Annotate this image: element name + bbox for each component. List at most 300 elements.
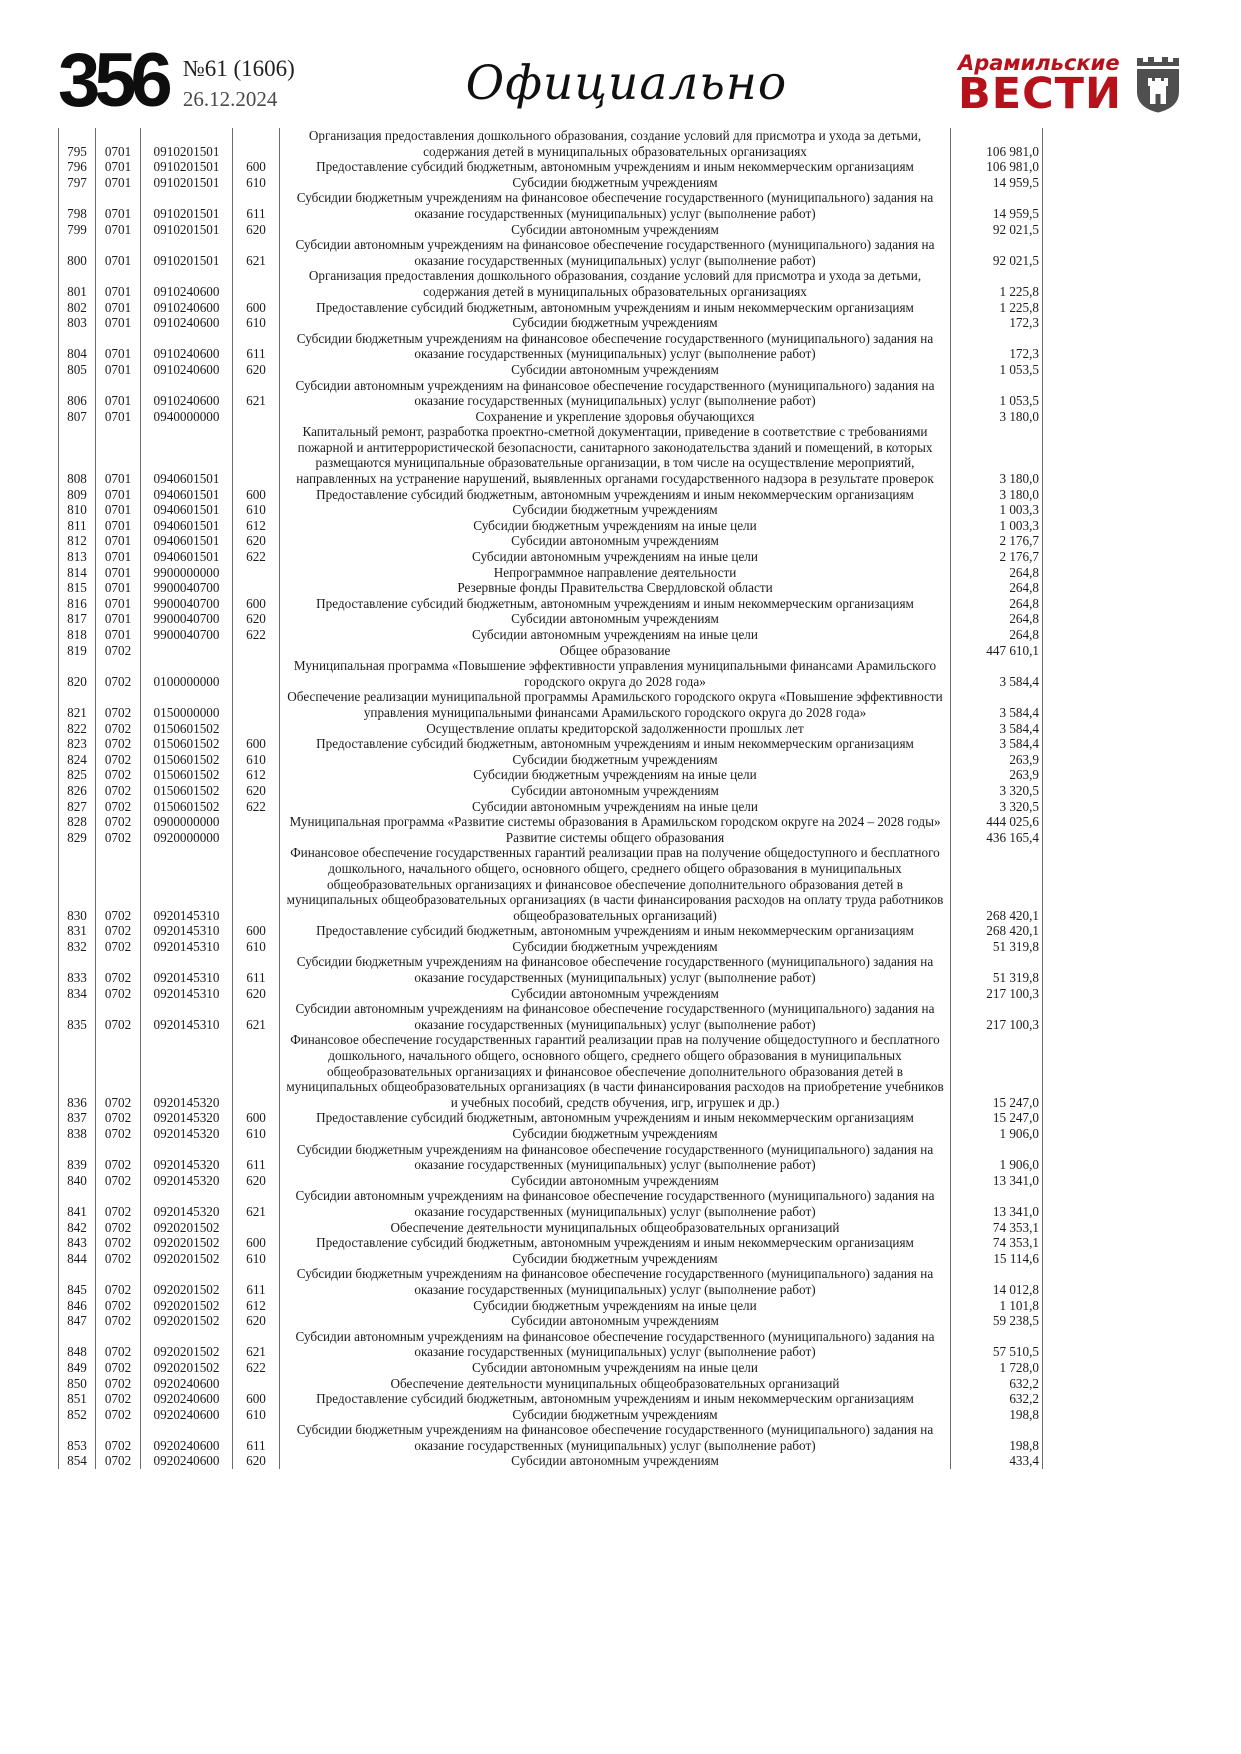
table-row (59, 1126, 1043, 1142)
cell-sum: 1 053,5 (951, 378, 1043, 409)
table-row (59, 799, 1043, 815)
cell-rz: 0702 (96, 1142, 141, 1173)
cell-name: Субсидии бюджетным учреждениям на иные цели (280, 1298, 951, 1314)
cell-rz: 0701 (96, 331, 141, 362)
cell-num: 840 (59, 1173, 96, 1189)
cell-csr: 0910240600 (141, 268, 233, 299)
cell-sum: 264,8 (951, 596, 1043, 612)
cell-rz: 0701 (96, 190, 141, 221)
cell-rz: 0702 (96, 830, 141, 846)
cell-rz: 0702 (96, 1188, 141, 1219)
cell-sum: 264,8 (951, 565, 1043, 581)
cell-name: Субсидии автономным учреждениям (280, 1173, 951, 1189)
cell-rz: 0701 (96, 222, 141, 238)
cell-name: Предоставление субсидий бюджетным, автономным учреждениям и иным некоммерческим организациям (280, 736, 951, 752)
cell-rz: 0702 (96, 986, 141, 1002)
cell-name: Субсидии бюджетным учреждениям (280, 175, 951, 191)
cell-vr (233, 658, 280, 689)
cell-rz: 0702 (96, 799, 141, 815)
cell-rz: 0701 (96, 315, 141, 331)
table-row (59, 533, 1043, 549)
cell-rz: 0702 (96, 1266, 141, 1297)
cell-name: Организация предоставления дошкольного образования, создание условий для присмотра и ухода за детьми, содержания детей в муниципальных образовательных организациях (280, 268, 951, 299)
cell-csr (141, 643, 233, 659)
cell-rz: 0702 (96, 1173, 141, 1189)
cell-vr: 610 (233, 1126, 280, 1142)
cell-num: 823 (59, 736, 96, 752)
cell-vr: 621 (233, 1001, 280, 1032)
cell-vr (233, 814, 280, 830)
cell-name: Субсидии бюджетным учреждениям (280, 1126, 951, 1142)
cell-rz: 0702 (96, 752, 141, 768)
cell-name: Муниципальная программа «Развитие системы образования в Арамильском городском округе на 2024 – 2028 годы» (280, 814, 951, 830)
cell-num: 814 (59, 565, 96, 581)
cell-name: Обеспечение деятельности муниципальных общеобразовательных организаций (280, 1376, 951, 1392)
table-row (59, 1220, 1043, 1236)
table-row (59, 1188, 1043, 1219)
cell-vr (233, 268, 280, 299)
cell-csr: 0920000000 (141, 830, 233, 846)
cell-sum: 1 003,3 (951, 502, 1043, 518)
cell-vr: 600 (233, 300, 280, 316)
cell-sum: 1 728,0 (951, 1360, 1043, 1376)
table-row (59, 611, 1043, 627)
cell-num: 827 (59, 799, 96, 815)
cell-num: 850 (59, 1376, 96, 1392)
cell-sum: 264,8 (951, 627, 1043, 643)
cell-num: 846 (59, 1298, 96, 1314)
cell-csr: 0940601501 (141, 549, 233, 565)
cell-vr: 600 (233, 1110, 280, 1126)
cell-name: Субсидии бюджетным учреждениям на финансовое обеспечение государственного (муниципального) задания на оказание государственных (муниципальных) услуг (выполнение работ) (280, 1142, 951, 1173)
cell-name: Субсидии бюджетным учреждениям на финансовое обеспечение государственного (муниципального) задания на оказание государственных (муниципальных) услуг (выполнение работ) (280, 1422, 951, 1453)
cell-rz: 0702 (96, 658, 141, 689)
table-row (59, 1407, 1043, 1423)
cell-sum: 59 238,5 (951, 1313, 1043, 1329)
budget-table (58, 128, 1043, 1469)
cell-sum: 3 180,0 (951, 424, 1043, 486)
table-row (59, 409, 1043, 425)
section-title: Официально (465, 56, 788, 111)
cell-num: 848 (59, 1329, 96, 1360)
cell-num: 819 (59, 643, 96, 659)
cell-sum: 3 320,5 (951, 799, 1043, 815)
cell-rz: 0701 (96, 237, 141, 268)
cell-sum: 632,2 (951, 1391, 1043, 1407)
table-row (59, 378, 1043, 409)
table-row (59, 1298, 1043, 1314)
table-row (59, 315, 1043, 331)
cell-vr: 600 (233, 596, 280, 612)
table-row (59, 923, 1043, 939)
cell-vr: 622 (233, 627, 280, 643)
table-row (59, 1376, 1043, 1392)
cell-rz: 0702 (96, 1110, 141, 1126)
cell-rz: 0701 (96, 580, 141, 596)
cell-name: Предоставление субсидий бюджетным, автономным учреждениям и иным некоммерческим организациям (280, 596, 951, 612)
cell-vr: 612 (233, 767, 280, 783)
cell-vr: 611 (233, 331, 280, 362)
cell-name: Субсидии бюджетным учреждениям на финансовое обеспечение государственного (муниципального) задания на оказание государственных (муниципальных) услуг (выполнение работ) (280, 954, 951, 985)
cell-csr: 0910201501 (141, 237, 233, 268)
cell-csr: 0920201502 (141, 1313, 233, 1329)
table-row (59, 128, 1043, 159)
table-row (59, 580, 1043, 596)
cell-vr (233, 424, 280, 486)
masthead (0, 0, 1241, 128)
cell-num: 843 (59, 1235, 96, 1251)
cell-rz: 0701 (96, 424, 141, 486)
cell-name: Предоставление субсидий бюджетным, автономным учреждениям и иным некоммерческим организациям (280, 1110, 951, 1126)
cell-vr: 621 (233, 1188, 280, 1219)
table-row (59, 658, 1043, 689)
cell-csr: 9900040700 (141, 596, 233, 612)
issue-date: 26.12.2024 (182, 87, 278, 111)
cell-name: Субсидии бюджетным учреждениям (280, 1251, 951, 1267)
cell-vr: 611 (233, 1266, 280, 1297)
cell-name: Субсидии автономным учреждениям (280, 783, 951, 799)
cell-sum: 92 021,5 (951, 237, 1043, 268)
table-row (59, 783, 1043, 799)
cell-vr (233, 1220, 280, 1236)
cell-csr: 0920201502 (141, 1298, 233, 1314)
cell-num: 810 (59, 502, 96, 518)
cell-num: 829 (59, 830, 96, 846)
cell-num: 809 (59, 487, 96, 503)
cell-num: 804 (59, 331, 96, 362)
cell-num: 805 (59, 362, 96, 378)
cell-csr: 0940601501 (141, 502, 233, 518)
cell-rz: 0701 (96, 300, 141, 316)
cell-rz: 0702 (96, 1313, 141, 1329)
cell-sum: 444 025,6 (951, 814, 1043, 830)
cell-name: Предоставление субсидий бюджетным, автономным учреждениям и иным некоммерческим организациям (280, 487, 951, 503)
cell-sum: 3 584,4 (951, 736, 1043, 752)
cell-sum: 264,8 (951, 580, 1043, 596)
cell-rz: 0702 (96, 954, 141, 985)
cell-sum: 3 584,4 (951, 689, 1043, 720)
table-row (59, 845, 1043, 923)
cell-sum: 198,8 (951, 1422, 1043, 1453)
cell-num: 798 (59, 190, 96, 221)
cell-sum: 1 906,0 (951, 1142, 1043, 1173)
cell-sum: 15 247,0 (951, 1110, 1043, 1126)
cell-name: Развитие системы общего образования (280, 830, 951, 846)
cell-name: Финансовое обеспечение государственных гарантий реализации прав на получение общедоступного и бесплатного дошкольного, начального общего, основного общего, среднего общего образования в муниципальных общеобразовательных организациях и финансовое обеспечение дополнительного образования детей в муниципальных общеобразовательных организациях (в части финансирования расходов на приобретение учебников и учебных пособий, средств обучения, игр, игрушек и др.) (280, 1032, 951, 1110)
cell-name: Субсидии автономным учреждениям на финансовое обеспечение государственного (муниципального) задания на оказание государственных (муниципальных) услуг (выполнение работ) (280, 1329, 951, 1360)
cell-vr (233, 845, 280, 923)
cell-sum: 1 101,8 (951, 1298, 1043, 1314)
cell-num: 854 (59, 1453, 96, 1469)
cell-rz: 0702 (96, 1251, 141, 1267)
cell-name: Субсидии автономным учреждениям на финансовое обеспечение государственного (муниципального) задания на оказание государственных (муниципальных) услуг (выполнение работ) (280, 378, 951, 409)
table-row (59, 1142, 1043, 1173)
cell-rz: 0702 (96, 1422, 141, 1453)
cell-rz: 0701 (96, 378, 141, 409)
cell-rz: 0702 (96, 923, 141, 939)
cell-csr: 0920145320 (141, 1032, 233, 1110)
cell-sum: 92 021,5 (951, 222, 1043, 238)
cell-sum: 2 176,7 (951, 549, 1043, 565)
cell-sum: 2 176,7 (951, 533, 1043, 549)
cell-sum: 14 959,5 (951, 190, 1043, 221)
table-row (59, 502, 1043, 518)
cell-rz: 0702 (96, 814, 141, 830)
cell-sum: 217 100,3 (951, 1001, 1043, 1032)
cell-vr: 620 (233, 1453, 280, 1469)
cell-vr: 620 (233, 362, 280, 378)
cell-vr: 612 (233, 518, 280, 534)
cell-sum: 15 114,6 (951, 1251, 1043, 1267)
cell-num: 797 (59, 175, 96, 191)
table-row (59, 721, 1043, 737)
cell-rz: 0702 (96, 1360, 141, 1376)
cell-vr: 600 (233, 1235, 280, 1251)
cell-num: 825 (59, 767, 96, 783)
cell-csr: 0940000000 (141, 409, 233, 425)
cell-name: Субсидии бюджетным учреждениям на финансовое обеспечение государственного (муниципального) задания на оказание государственных (муниципальных) услуг (выполнение работ) (280, 190, 951, 221)
cell-num: 853 (59, 1422, 96, 1453)
table-row (59, 190, 1043, 221)
cell-rz: 0701 (96, 502, 141, 518)
cell-rz: 0702 (96, 939, 141, 955)
cell-sum: 3 180,0 (951, 487, 1043, 503)
cell-sum: 632,2 (951, 1376, 1043, 1392)
cell-vr: 621 (233, 378, 280, 409)
cell-num: 837 (59, 1110, 96, 1126)
table-row (59, 1001, 1043, 1032)
cell-vr (233, 1376, 280, 1392)
cell-csr: 0910201501 (141, 190, 233, 221)
table-row (59, 1453, 1043, 1469)
brand-text (957, 51, 1122, 119)
cell-csr: 0920145320 (141, 1142, 233, 1173)
cell-sum: 264,8 (951, 611, 1043, 627)
cell-sum: 1 053,5 (951, 362, 1043, 378)
cell-name: Финансовое обеспечение государственных гарантий реализации прав на получение общедоступного и бесплатного дошкольного, начального общего, основного общего, среднего общего образования в муниципальных общеобразовательных организациях и финансовое обеспечение дополнительного образования детей в муниципальных общеобразовательных организациях (в части финансирования расходов на оплату труда работников общеобразовательных организаций) (280, 845, 951, 923)
cell-sum: 172,3 (951, 331, 1043, 362)
budget-table-body (59, 128, 1043, 1469)
cell-csr: 0920201502 (141, 1220, 233, 1236)
cell-rz: 0701 (96, 268, 141, 299)
cell-num: 802 (59, 300, 96, 316)
table-row (59, 627, 1043, 643)
table-row (59, 596, 1043, 612)
cell-csr: 0150601502 (141, 736, 233, 752)
table-row (59, 1422, 1043, 1453)
table-row (59, 487, 1043, 503)
cell-vr (233, 409, 280, 425)
table-row (59, 362, 1043, 378)
table-row (59, 1032, 1043, 1110)
cell-rz: 0702 (96, 1032, 141, 1110)
cell-csr: 0150601502 (141, 783, 233, 799)
table-row (59, 549, 1043, 565)
cell-csr: 0100000000 (141, 658, 233, 689)
cell-num: 796 (59, 159, 96, 175)
cell-rz: 0702 (96, 767, 141, 783)
cell-csr: 9900040700 (141, 580, 233, 596)
cell-sum: 51 319,8 (951, 939, 1043, 955)
cell-name: Субсидии автономным учреждениям (280, 1313, 951, 1329)
cell-csr: 0910201501 (141, 222, 233, 238)
cell-num: 838 (59, 1126, 96, 1142)
table-row (59, 1173, 1043, 1189)
cell-csr: 0920145310 (141, 923, 233, 939)
cell-num: 833 (59, 954, 96, 985)
cell-name: Общее образование (280, 643, 951, 659)
cell-sum: 3 584,4 (951, 721, 1043, 737)
cell-num: 813 (59, 549, 96, 565)
cell-sum: 74 353,1 (951, 1220, 1043, 1236)
cell-rz: 0702 (96, 721, 141, 737)
cell-sum: 172,3 (951, 315, 1043, 331)
cell-csr: 0150601502 (141, 799, 233, 815)
cell-name: Предоставление субсидий бюджетным, автономным учреждениям и иным некоммерческим организациям (280, 159, 951, 175)
table-row (59, 1313, 1043, 1329)
cell-name: Субсидии бюджетным учреждениям (280, 1407, 951, 1423)
cell-csr: 0920201502 (141, 1235, 233, 1251)
cell-num: 841 (59, 1188, 96, 1219)
cell-num: 851 (59, 1391, 96, 1407)
cell-vr: 620 (233, 1173, 280, 1189)
cell-sum: 198,8 (951, 1407, 1043, 1423)
cell-name: Муниципальная программа «Повышение эффективности управления муниципальными финансами Арамильского городского округа до 2028 года» (280, 658, 951, 689)
table-row (59, 565, 1043, 581)
cell-vr: 611 (233, 190, 280, 221)
cell-rz: 0702 (96, 689, 141, 720)
table-row (59, 1329, 1043, 1360)
cell-csr: 0910201501 (141, 175, 233, 191)
cell-csr: 0920145320 (141, 1126, 233, 1142)
cell-rz: 0701 (96, 487, 141, 503)
issue-block (183, 50, 295, 112)
cell-num: 826 (59, 783, 96, 799)
cell-num: 822 (59, 721, 96, 737)
cell-name: Субсидии бюджетным учреждениям (280, 315, 951, 331)
table-row (59, 237, 1043, 268)
cell-vr: 610 (233, 939, 280, 955)
cell-sum: 447 610,1 (951, 643, 1043, 659)
cell-rz: 0702 (96, 1407, 141, 1423)
cell-name: Субсидии бюджетным учреждениям (280, 939, 951, 955)
table-row (59, 159, 1043, 175)
brand-name-bottom: ВЕСТИ (957, 69, 1122, 119)
cell-num: 836 (59, 1032, 96, 1110)
cell-rz: 0702 (96, 1001, 141, 1032)
cell-name: Субсидии автономным учреждениям (280, 986, 951, 1002)
cell-name: Субсидии автономным учреждениям на финансовое обеспечение государственного (муниципального) задания на оказание государственных (муниципальных) услуг (выполнение работ) (280, 1188, 951, 1219)
cell-csr: 0910240600 (141, 362, 233, 378)
table-row (59, 1360, 1043, 1376)
cell-num: 811 (59, 518, 96, 534)
cell-name: Непрограммное направление деятельности (280, 565, 951, 581)
cell-name: Субсидии бюджетным учреждениям (280, 752, 951, 768)
cell-rz: 0702 (96, 1220, 141, 1236)
cell-vr: 610 (233, 1251, 280, 1267)
cell-name: Субсидии автономным учреждениям (280, 222, 951, 238)
cell-sum: 263,9 (951, 752, 1043, 768)
cell-csr: 0910240600 (141, 315, 233, 331)
cell-csr: 0910240600 (141, 300, 233, 316)
cell-csr: 9900040700 (141, 611, 233, 627)
cell-csr: 0920240600 (141, 1407, 233, 1423)
table-row (59, 752, 1043, 768)
table-row (59, 518, 1043, 534)
cell-csr: 0920145320 (141, 1188, 233, 1219)
cell-sum: 74 353,1 (951, 1235, 1043, 1251)
cell-sum: 3 320,5 (951, 783, 1043, 799)
cell-vr: 600 (233, 736, 280, 752)
cell-vr: 611 (233, 954, 280, 985)
cell-csr: 0910201501 (141, 159, 233, 175)
cell-rz: 0701 (96, 362, 141, 378)
cell-sum: 57 510,5 (951, 1329, 1043, 1360)
cell-sum: 3 180,0 (951, 409, 1043, 425)
cell-vr (233, 580, 280, 596)
cell-sum: 268 420,1 (951, 923, 1043, 939)
cell-sum: 13 341,0 (951, 1188, 1043, 1219)
cell-vr (233, 128, 280, 159)
cell-sum: 3 584,4 (951, 658, 1043, 689)
cell-csr: 0940601501 (141, 518, 233, 534)
coat-of-arms-icon (1131, 52, 1185, 114)
table-row (59, 268, 1043, 299)
page-number: 356 (58, 38, 167, 123)
cell-name: Субсидии автономным учреждениям (280, 611, 951, 627)
cell-vr (233, 689, 280, 720)
cell-rz: 0701 (96, 159, 141, 175)
cell-name: Субсидии автономным учреждениям на финансовое обеспечение государственного (муниципального) задания на оказание государственных (муниципальных) услуг (выполнение работ) (280, 237, 951, 268)
cell-name: Субсидии автономным учреждениям (280, 362, 951, 378)
cell-rz: 0701 (96, 409, 141, 425)
cell-name: Субсидии автономным учреждениям на иные цели (280, 799, 951, 815)
cell-sum: 1 225,8 (951, 300, 1043, 316)
cell-vr: 621 (233, 1329, 280, 1360)
cell-csr: 0940601501 (141, 424, 233, 486)
cell-vr: 610 (233, 502, 280, 518)
cell-name: Предоставление субсидий бюджетным, автономным учреждениям и иным некоммерческим организациям (280, 300, 951, 316)
cell-num: 800 (59, 237, 96, 268)
cell-vr: 611 (233, 1422, 280, 1453)
cell-num: 845 (59, 1266, 96, 1297)
cell-sum: 15 247,0 (951, 1032, 1043, 1110)
cell-csr: 0900000000 (141, 814, 233, 830)
cell-name: Предоставление субсидий бюджетным, автономным учреждениям и иным некоммерческим организациям (280, 1235, 951, 1251)
table-row (59, 1110, 1043, 1126)
cell-rz: 0701 (96, 518, 141, 534)
issue-number: №61 (1606) (182, 56, 295, 81)
cell-sum: 51 319,8 (951, 954, 1043, 985)
brand-logo (957, 50, 1185, 119)
cell-vr: 610 (233, 752, 280, 768)
cell-csr: 0920145310 (141, 986, 233, 1002)
cell-csr: 0910201501 (141, 128, 233, 159)
table-row (59, 300, 1043, 316)
cell-name: Субсидии бюджетным учреждениям на иные цели (280, 767, 951, 783)
table-row (59, 222, 1043, 238)
cell-sum: 13 341,0 (951, 1173, 1043, 1189)
cell-name: Резервные фонды Правительства Свердловской области (280, 580, 951, 596)
cell-vr: 622 (233, 549, 280, 565)
cell-csr: 0920201502 (141, 1360, 233, 1376)
cell-name: Организация предоставления дошкольного образования, создание условий для присмотра и ухода за детьми, содержания детей в муниципальных образовательных организациях (280, 128, 951, 159)
cell-sum: 1 906,0 (951, 1126, 1043, 1142)
cell-num: 828 (59, 814, 96, 830)
cell-num: 832 (59, 939, 96, 955)
cell-num: 808 (59, 424, 96, 486)
cell-rz: 0702 (96, 1453, 141, 1469)
